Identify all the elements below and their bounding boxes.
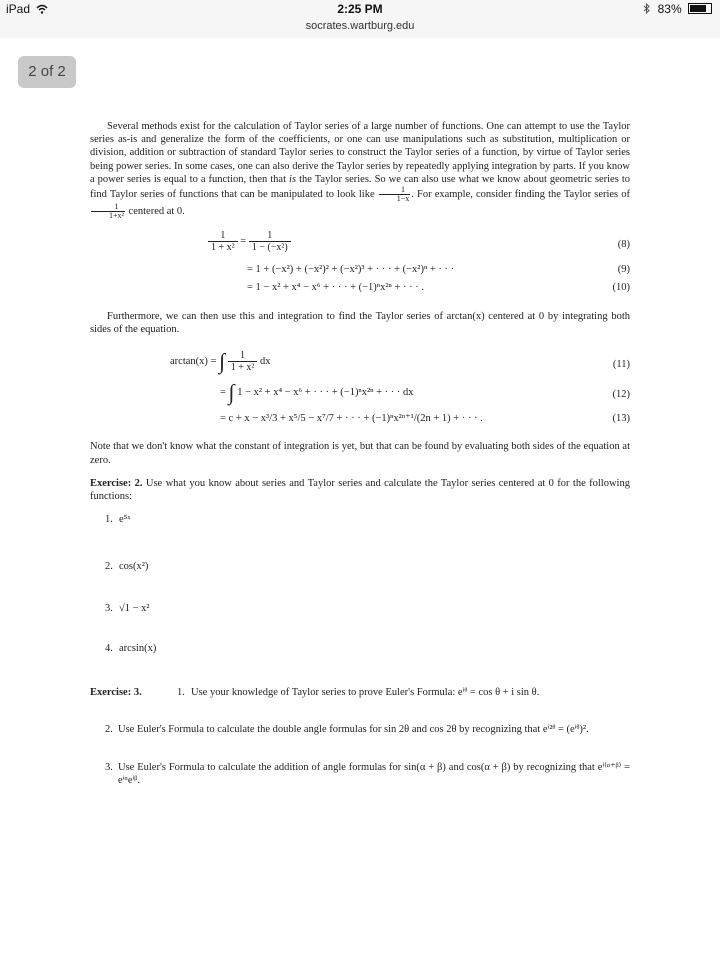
equation-8: $\frac{1}{\text{1 + x²}}$ = $\frac{1}{\text{1 − (−x²)}}$ (8) — [90, 230, 630, 260]
bluetooth-icon — [643, 3, 651, 14]
equation-13: = c + x − x³/3 + x⁵/5 − x⁷/7 + · · · + (−1)ⁿx²ⁿ⁺¹/(2n + 1) + · · · . (13) — [220, 413, 630, 425]
intro-paragraph: Several methods exist for the calculation of Taylor series of a large number of functions. One can attempt to use the Taylor series as-is and generalize the form of the coefficients, or one can use manipulations such as substitution, multiplication or division, addition or subtraction of standard Taylor series to construct the Taylor series of a function, by virtue of Taylor series being power series. In some cases, one can also derive the Taylor series by repeatedly applying integration by parts. If you know a power series is equal to a function, then that is the Taylor series. So we can also use what we know about geometric series to find Taylor series of functions that can be manipulated to look like $\frac{1}{1-x}$ . For example, consider finding the Taylor series of $\frac{1}{\text{1+x²}}$ centered at 0. — [90, 121, 630, 221]
list-item: 4. arcsin(x) — [105, 643, 157, 655]
exercise-2-prompt: Exercise: 2. Use what you know about series and Taylor series and calculate the Taylor series centered at 0 for the following functions: — [90, 477, 630, 503]
equation-block-2 — [90, 346, 630, 428]
equation-number: (9) — [617, 264, 630, 276]
equation-number: (12) — [612, 389, 630, 401]
list-item: 1. e⁵ˣ — [105, 514, 131, 526]
equation-number: (11) — [612, 359, 630, 371]
list-item: 3. Use Euler's Formula to calculate the addition of angle formulas for sin(α + β) and cos(α + β) by recognizing that eⁱ⁽ᵅ⁺ᵝ⁾ = eⁱᵅeⁱᵝ. — [105, 761, 630, 786]
list-item: 3. √1 − x² — [105, 603, 150, 615]
exercise-3-label: Exercise: 3. — [90, 687, 142, 699]
equation-number: (13) — [612, 413, 630, 425]
fraction-geometric: $\frac{1}{1-x}$ — [379, 186, 411, 203]
status-bar — [0, 0, 720, 20]
status-right — [643, 2, 712, 16]
url-bar[interactable] — [0, 20, 720, 39]
equation-number: (8) — [617, 239, 630, 251]
exercise-3 — [90, 686, 630, 787]
list-item: Exercise: 3. 1. Use your knowledge of Taylor series to prove Euler's Formula: eⁱᶿ = cos θ + i sin θ. — [90, 687, 540, 699]
equation-9: = 1 + (−x²) + (−x²)² + (−x²)³ + · · · + (−x²)ⁿ + · · · (9) — [247, 264, 630, 276]
equation-number: (10) — [612, 282, 630, 294]
list-item: 2. Use Euler's Formula to calculate the double angle formulas for sin 2θ and cos 2θ by recognizing that eⁱ²ᶿ = (eⁱᶿ)². — [105, 724, 589, 736]
url-text: socrates.wartburg.edu — [305, 20, 415, 32]
page-indicator: 2 of 2 — [18, 56, 76, 88]
equation-10: = 1 − x² + x⁴ − x⁶ + · · · + (−1)ⁿx²ⁿ + · · · . (10) — [247, 282, 630, 294]
paragraph-arctan: Furthermore, we can then use this and integration to find the Taylor series of arctan(x) centered at 0 by integrating both sides of the equation. — [90, 311, 630, 336]
exercise-2-list — [90, 513, 630, 682]
battery-percent: 83% — [657, 2, 682, 16]
exercise-2-label: Exercise: 2. — [90, 477, 143, 489]
battery-icon — [688, 3, 712, 14]
equation-11: arctan(x) = ∫ $\frac{1}{\text{1 + x²}}$ dx (11) — [170, 348, 630, 374]
document-content — [90, 120, 630, 797]
equation-block-1 — [90, 230, 630, 300]
fraction-target: $\frac{1}{\text{1+x²}}$ — [91, 203, 125, 220]
list-item: 2. cos(x²) — [105, 561, 149, 573]
paragraph-constant: Note that we don't know what the constant of integration is yet, but that can be found by evaluating both sides of the equation at zero. — [90, 441, 630, 466]
equation-12: = ∫ 1 − x² + x⁴ − x⁶ + · · · + (−1)ⁿx²ⁿ + · · · dx (12) — [220, 380, 630, 406]
device-name: iPad — [6, 2, 31, 16]
status-time: 2:25 PM — [337, 2, 383, 16]
